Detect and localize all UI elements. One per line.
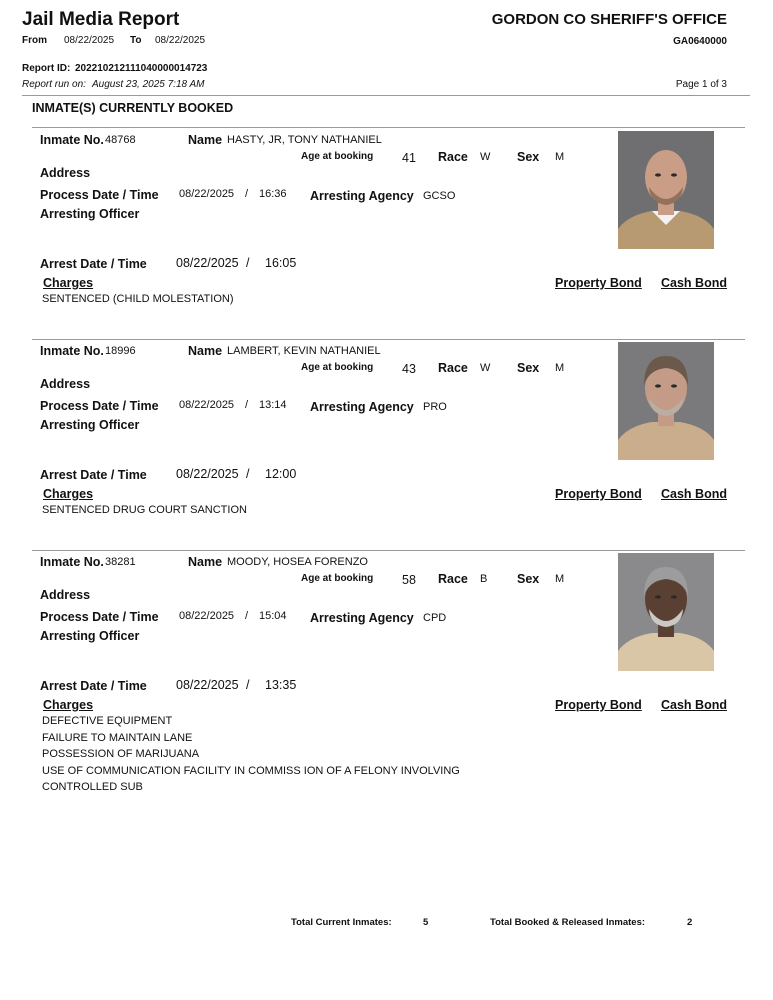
arrest-date-value: 08/22/2025 — [176, 678, 239, 692]
process-date-label: Process Date / Time — [40, 188, 159, 202]
report-title: Jail Media Report — [22, 9, 180, 30]
name-label: Name — [188, 555, 223, 569]
address-label: Address — [40, 377, 91, 391]
process-slash: / — [245, 188, 249, 200]
charges-label: Charges — [43, 487, 94, 501]
address-label: Address — [40, 588, 91, 602]
age-value: 43 — [402, 362, 416, 376]
sex-label: Sex — [517, 572, 540, 586]
charges-label: Charges — [43, 276, 94, 290]
section-divider — [32, 127, 745, 128]
name-label: Name — [188, 344, 223, 358]
arrest-date-label: Arrest Date / Time — [40, 257, 147, 271]
agency-name: GORDON CO SHERIFF'S OFFICE — [491, 11, 727, 28]
sex-value: M — [555, 573, 565, 585]
inmate-no-label: Inmate No. — [40, 133, 104, 147]
inmate-name: MOODY, HOSEA FORENZO — [227, 556, 368, 568]
header-divider — [22, 95, 750, 96]
arresting-agency-label: Arresting Agency — [310, 189, 414, 203]
charge-item: SENTENCED (CHILD MOLESTATION) — [42, 293, 234, 305]
arrest-date-label: Arrest Date / Time — [40, 468, 147, 482]
charge-item: DEFECTIVE EQUIPMENT — [42, 715, 173, 727]
inmate-no-value: 18996 — [105, 345, 136, 357]
total-booked-value: 2 — [687, 917, 693, 928]
total-current-value: 5 — [423, 917, 429, 928]
race-value: B — [480, 573, 488, 585]
race-value: W — [480, 151, 491, 163]
charge-item: SENTENCED DRUG COURT SANCTION — [42, 504, 247, 516]
inmate-no-value: 48768 — [105, 134, 136, 146]
to-label: To — [130, 35, 142, 46]
sex-value: M — [555, 362, 565, 374]
inmate-divider — [32, 339, 745, 340]
property-bond-label: Property Bond — [555, 276, 642, 290]
arrest-slash: / — [246, 256, 250, 270]
inmate-no-label: Inmate No. — [40, 344, 104, 358]
race-label: Race — [438, 572, 468, 586]
report-id-label: Report ID: — [22, 63, 71, 74]
arresting-officer-label: Arresting Officer — [40, 629, 140, 643]
cash-bond-label: Cash Bond — [661, 276, 727, 290]
section-title: INMATE(S) CURRENTLY BOOKED — [32, 101, 234, 115]
charge-item: CONTROLLED SUB — [42, 781, 143, 794]
inmate-name: LAMBERT, KEVIN NATHANIEL — [227, 345, 381, 357]
inmate-no-value: 38281 — [105, 556, 136, 568]
inmate-photo — [618, 342, 714, 460]
inmate-divider — [32, 550, 745, 551]
process-date-value: 08/22/2025 — [179, 399, 235, 411]
arresting-agency-label: Arresting Agency — [310, 611, 414, 625]
address-label: Address — [40, 166, 91, 180]
arrest-date-value: 08/22/2025 — [176, 467, 239, 481]
inmate-photo — [618, 131, 714, 249]
process-date-value: 08/22/2025 — [179, 610, 235, 622]
page-number: Page 1 of 3 — [675, 79, 727, 90]
arrest-date-value: 08/22/2025 — [176, 256, 239, 270]
process-slash: / — [245, 610, 249, 622]
arrest-time-value: 16:05 — [265, 256, 297, 270]
process-time-value: 15:04 — [259, 610, 287, 622]
process-slash: / — [245, 399, 249, 411]
process-time-value: 13:14 — [259, 399, 287, 411]
total-booked-label: Total Booked & Released Inmates: — [490, 917, 646, 928]
charges-label: Charges — [43, 698, 94, 712]
race-label: Race — [438, 150, 468, 164]
sex-label: Sex — [517, 150, 540, 164]
from-label: From — [22, 35, 47, 46]
arrest-slash: / — [246, 467, 250, 481]
charge-item: FAILURE TO MAINTAIN LANE — [42, 731, 193, 744]
process-date-label: Process Date / Time — [40, 610, 159, 624]
process-date-label: Process Date / Time — [40, 399, 159, 413]
inmate-photo — [618, 553, 714, 671]
arrest-time-value: 12:00 — [265, 467, 297, 481]
inmate-no-label: Inmate No. — [40, 555, 104, 569]
arresting-agency-label: Arresting Agency — [310, 400, 414, 414]
process-date-value: 08/22/2025 — [179, 188, 235, 200]
sex-value: M — [555, 151, 565, 163]
age-value: 41 — [402, 151, 416, 165]
race-value: W — [480, 362, 491, 374]
run-on-label: Report run on: — [22, 79, 86, 90]
arresting-officer-label: Arresting Officer — [40, 418, 140, 432]
ori-code: GA0640000 — [673, 36, 727, 47]
report-id: 202210212111040000014723 — [75, 63, 208, 74]
charge-item: USE OF COMMUNICATION FACILITY IN COMMISS ION OF A FELONY INVOLVING — [42, 764, 460, 777]
race-label: Race — [438, 361, 468, 375]
charge-item: POSSESSION OF MARIJUANA — [42, 748, 200, 761]
name-label: Name — [188, 133, 223, 147]
process-time-value: 16:36 — [259, 188, 287, 200]
arresting-agency-value: CPD — [423, 612, 447, 624]
arresting-agency-value: PRO — [423, 401, 447, 413]
sex-label: Sex — [517, 361, 540, 375]
arresting-officer-label: Arresting Officer — [40, 207, 140, 221]
arrest-date-label: Arrest Date / Time — [40, 679, 147, 693]
age-value: 58 — [402, 573, 416, 587]
arrest-slash: / — [246, 678, 250, 692]
arresting-agency-value: GCSO — [423, 190, 456, 202]
from-date: 08/22/2025 — [64, 35, 115, 46]
inmate-name: HASTY, JR, TONY NATHANIEL — [227, 134, 382, 146]
to-date: 08/22/2025 — [155, 35, 206, 46]
total-current-label: Total Current Inmates: — [291, 917, 392, 928]
age-label: Age at booking — [301, 362, 374, 373]
property-bond-label: Property Bond — [555, 487, 642, 501]
age-label: Age at booking — [301, 573, 374, 584]
cash-bond-label: Cash Bond — [661, 698, 727, 712]
age-label: Age at booking — [301, 151, 374, 162]
cash-bond-label: Cash Bond — [661, 487, 727, 501]
property-bond-label: Property Bond — [555, 698, 642, 712]
run-on-date: August 23, 2025 7:18 AM — [92, 79, 205, 90]
arrest-time-value: 13:35 — [265, 678, 297, 692]
